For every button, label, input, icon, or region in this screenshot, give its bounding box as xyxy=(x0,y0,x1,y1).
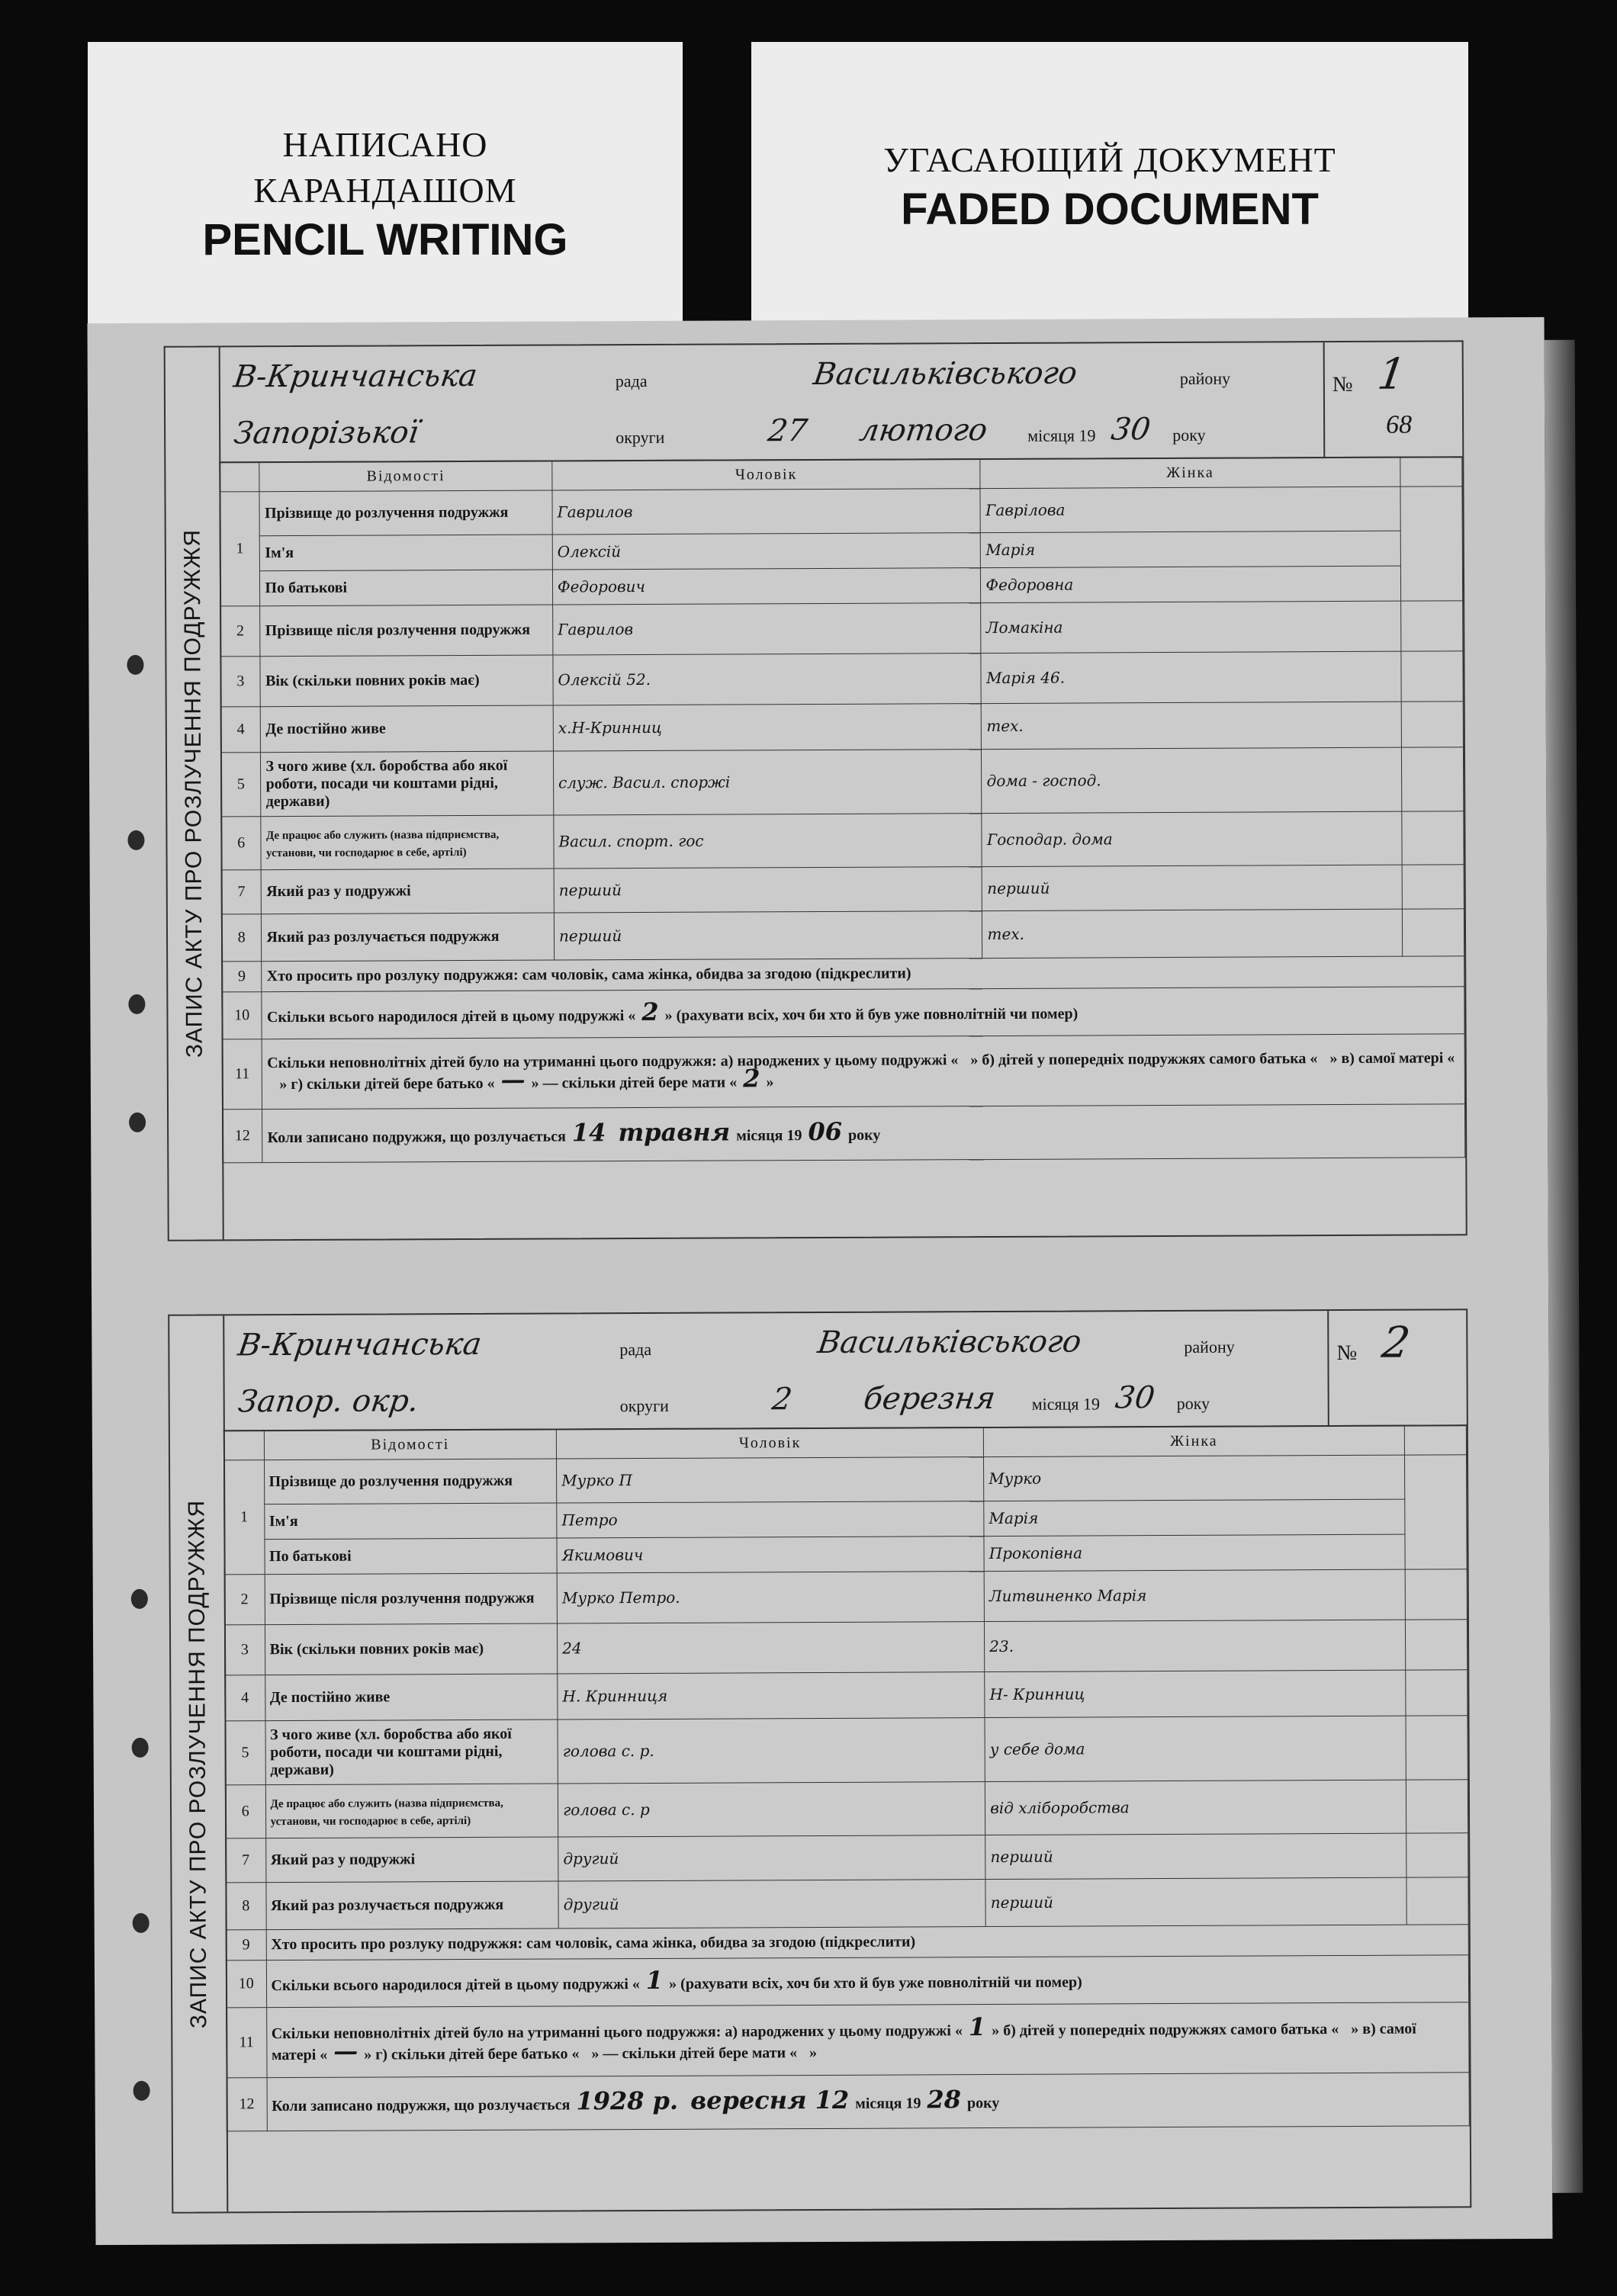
registration-label: Коли записано подружжя, що розлучається xyxy=(267,1127,566,1146)
label-en: FADED DOCUMENT xyxy=(901,185,1319,234)
husband-surname: Мурко П xyxy=(557,1457,984,1503)
wife-surname: Мурко xyxy=(984,1455,1405,1501)
divorce-record-table: Відомості Чоловік Жінка 1 Прізвище до розлучення подружжя Гаврилов Гаврілова Ім'я Олексій Марія По батькові Федорович Федоровна 2 Прізвище після розлучення подружжя Гаврилов Ломакіна 3 Вік (скільки повних років має) Олексій 52. Марія 46. 4 Де постійно живе х.Н-Кринниц тех. 5 З чого живе (хл. боробства або якої роботи, посади чи коштами рідні, держави) служ. Васил. споржі дома - господ. 6 Де працює або служить (назва підприємства, установи, чи господарює в себе, артілі) Васил. спорт. гос Господар. дома 7 Який раз у подружжі перший перший 8 Який раз розлучається подружжя перший тех. 9 Хто просить про розлуку подружжя: сам чоловік, сама жінка, обидва за згодою (підкреслити) 10 Скільки всього народилося дітей в цьому подружжі « 2 » (рахувати всіх, хоч би хто й був уже повнолітній чи помер) 11 Скільки неповнолітніх дітей було на утриманні цього подружжя: а) народжених у цьому подружжі « » б) дітей у попередніх подружжях самого батька « » в) самої матері «» г) скільки дітей бере батько « — » — скільки дітей бере мати « 2 » 12 Коли записано подружжя, що розлучається 14 травня місяця 19 06 року xyxy=(219,456,1465,1163)
col-wife-header: Жінка xyxy=(980,457,1400,488)
col-husband-header: Чоловік xyxy=(556,1427,983,1459)
husband-age: Олексій 52. xyxy=(553,653,982,705)
record-number: 2 xyxy=(1378,1318,1413,1368)
label-livelihood xyxy=(265,1720,558,1785)
row-children-total xyxy=(262,987,1464,1039)
col-husband-header: Чоловік xyxy=(552,459,981,490)
label-surname-before-text: Прізвище до розлучення подружжя xyxy=(265,503,509,522)
registration-year-label: року xyxy=(847,1126,881,1144)
registration-month-label: місяця 19 xyxy=(855,2094,921,2112)
wife-livelihood: дома - господ. xyxy=(982,747,1402,813)
husband-livelihood: служ. Васил. споржі xyxy=(553,750,982,815)
label-divorce-count-text: Який раз розлучається подружжя xyxy=(266,927,500,946)
record-number-box xyxy=(1327,1310,1467,1425)
label-age-text: Вік (скільки повних років має) xyxy=(265,671,480,690)
rada-name: В-Кринчанська xyxy=(231,358,480,395)
divorce-record-form xyxy=(168,1309,1471,2213)
label-ru: УГАСАЮЩИЙ ДОКУМЕНТ xyxy=(883,140,1336,179)
minor-children-label-a: Скільки неповнолітніх дітей було на утриманні цього подружжя: а) народжених у цьому подружжі « xyxy=(267,1052,959,1072)
label-marriage-count-text: Який раз у подружжі xyxy=(266,882,411,901)
month-label: місяця 19 xyxy=(1027,425,1096,445)
wife-marriage-count: перший xyxy=(985,1833,1406,1879)
label-age-text: Вік (скільки повних років має) xyxy=(269,1639,484,1659)
label-residence xyxy=(261,705,554,753)
husband-workplace: голова с. р xyxy=(558,1782,985,1837)
punch-hole xyxy=(128,994,145,1014)
punch-hole xyxy=(132,1738,149,1758)
registration-month: вересня 12 xyxy=(690,2085,850,2115)
wife-residence: Н- Кринниц xyxy=(985,1670,1406,1717)
punch-hole xyxy=(127,655,143,675)
husband-workplace: Васил. спорт. гос xyxy=(554,814,982,869)
record-year: 30 xyxy=(1108,412,1153,448)
form-side-title xyxy=(169,1315,228,2211)
husband-age: 24 xyxy=(558,1622,985,1674)
minor-children-label-e: » — скільки дітей бере мати « xyxy=(531,1074,738,1092)
wife-surname-after: Ломакіна xyxy=(981,601,1401,653)
row-children-total xyxy=(266,1955,1469,2008)
children-total-label: Скільки всього народилося дітей в цьому подружжі « xyxy=(266,1007,636,1026)
punch-hole xyxy=(133,1913,149,1933)
registration-day: 14 xyxy=(571,1117,606,1147)
registration-year-label: року xyxy=(966,2094,1000,2111)
form-side-title xyxy=(166,347,224,1239)
divorce-record-table: Відомості Чоловік Жінка 1 Прізвище до розлучення подружжя Мурко П Мурко Ім'я Петро Марія По батькові Якимович Прокопівна 2 Прізвище після розлучення подружжя Мурко Петро. Литвиненко Марія 3 Вік (скільки повних років має) 24 23. 4 Де постійно живе Н. Кринниця Н- Кринниц 5 З чого живе (хл. боробства або якої роботи, посади чи коштами рідні, держави) голова с. р. у себе дома 6 Де працює або служить (назва підприємства, установи, чи господарює в себе, артілі) голова с. р від хліборобства 7 Який раз у подружжі другий перший 8 Який раз розлучається подружжя другий перший 9 Хто просить про розлуку подружжя: сам чоловік, сама жінка, обидва за згодою (підкреслити) 10 Скільки всього народилося дітей в цьому подружжі « 1 » (рахувати всіх, хоч би хто й був уже повнолітній чи помер) 11 Скільки неповнолітніх дітей було на утриманні цього подружжя: а) народжених у цьому подружжі « 1 » б) дітей у попередніх подружжях самого батька « » в) самої матері « — » г) скільки дітей бере батько « » — скільки дітей бере мати « » 12 Коли записано подружжя, що розлучається 1928 р. вересня 12 місяця 19 28 року xyxy=(223,1424,1470,2131)
row-who-requests: Хто просить про розлуку подружжя: сам чоловік, сама жінка, обидва за згодою (підкреслити) xyxy=(262,956,1464,992)
husband-residence: Н. Кринниця xyxy=(558,1672,985,1720)
punch-hole xyxy=(129,1113,146,1132)
district-name: Васильківського xyxy=(811,355,1080,393)
registration-label: Коли записано подружжя, що розлучається xyxy=(272,2095,571,2115)
label-divorce-count-text: Який раз розлучається подружжя xyxy=(271,1896,504,1915)
husband-surname-after: Мурко Петро. xyxy=(557,1572,984,1623)
roku-label: року xyxy=(1176,1393,1210,1413)
minor-children-label-e: » — скільки дітей бере мати « xyxy=(591,2044,798,2062)
label-first-name xyxy=(264,1503,557,1540)
label-residence-text: Де постійно живе xyxy=(265,720,386,738)
faded-document-label xyxy=(751,42,1468,324)
label-marriage-count xyxy=(262,869,555,914)
minor-children-label-b: » б) дітей у попередніх подружжях самого батька « xyxy=(970,1050,1318,1069)
punch-hole xyxy=(127,830,144,850)
husband-marriage-count: перший xyxy=(554,867,982,913)
label-surname-after-text: Прізвище після розлучення подружжя xyxy=(265,621,531,640)
children-total: 1 xyxy=(645,1965,664,1995)
husband-surname-after: Гаврилов xyxy=(553,603,982,655)
husband-divorce-count: другий xyxy=(558,1880,985,1928)
wife-name: Марія xyxy=(984,1499,1405,1536)
label-workplace-text: Де працює або служить (назва підприємства, установи, чи господарює в себе, артілі) xyxy=(270,1797,503,1828)
label-patronymic xyxy=(260,570,553,606)
punch-hole xyxy=(131,1589,148,1609)
husband-patronymic: Федорович xyxy=(552,568,981,605)
wife-age: Марія 46. xyxy=(981,651,1401,703)
number-sign: № xyxy=(1336,1341,1358,1366)
label-residence xyxy=(265,1674,558,1721)
children-total-label-2: » (рахувати всіх, хоч би хто й був уже повнолітній чи помер) xyxy=(669,1973,1082,1993)
registration-month: травня xyxy=(618,1117,731,1147)
okruha-name: Запор. окр. xyxy=(236,1383,421,1420)
record-sub-number: 68 xyxy=(1386,410,1413,439)
minor-children-label-a: Скільки неповнолітніх дітей було на утриманні цього подружжя: а) народжених у цьому подружжі « xyxy=(271,2021,963,2042)
label-divorce-count xyxy=(262,913,555,962)
wife-name: Марія xyxy=(981,531,1400,567)
label-first-name xyxy=(260,535,553,571)
children-total-label: Скільки всього народилося дітей в цьому подружжі « xyxy=(271,1975,640,1994)
label-livelihood xyxy=(261,751,554,817)
okruha-name: Запорізької xyxy=(232,415,421,451)
children-father-takes: — xyxy=(500,1065,526,1094)
label-ru-line1: НАПИСАНО xyxy=(282,125,488,164)
row-minor-children xyxy=(262,1034,1465,1109)
wife-patronymic: Федоровна xyxy=(981,566,1400,602)
record-day: 2 xyxy=(770,1382,795,1418)
roku-label: року xyxy=(1172,425,1206,445)
punch-hole xyxy=(133,2081,150,2101)
husband-livelihood: голова с. р. xyxy=(558,1718,985,1784)
rada-label: рада xyxy=(619,1339,652,1360)
registration-month-label: місяця 19 xyxy=(736,1126,802,1144)
form-header xyxy=(223,1310,1467,1431)
number-sign: № xyxy=(1332,372,1353,397)
minor-children-mother-prev: — xyxy=(333,2036,358,2066)
wife-age: 23. xyxy=(985,1620,1406,1671)
label-surname-after-text: Прізвище після розлучення подружжя xyxy=(269,1589,535,1608)
form-side-title-text: ЗАПИС АКТУ ПРО РОЗЛУЧЕННЯ ПОДРУЖЖЯ xyxy=(184,1499,212,2028)
husband-surname: Гаврилов xyxy=(552,489,981,535)
col-info-header: Відомості xyxy=(264,1429,557,1460)
minor-children-label-c: » в) самої матері « xyxy=(271,2020,1416,2063)
label-first-name-text: Ім'я xyxy=(265,544,294,562)
label-en: PENCIL WRITING xyxy=(202,215,568,265)
husband-name: Петро xyxy=(557,1501,984,1538)
row-number: 1 xyxy=(224,1460,265,1575)
label-ru-line2: КАРАНДАШОМ xyxy=(253,171,517,210)
minor-children-label-d: » г) скільки дітей бере батько « xyxy=(364,2044,580,2063)
minor-children-this-marriage: 1 xyxy=(968,2012,986,2041)
row-who-requests: Хто просить про розлуку подружжя: сам чоловік, сама жінка, обидва за згодою (підкреслити) xyxy=(266,1925,1469,1960)
wife-workplace: від хліборобства xyxy=(985,1780,1406,1835)
wife-livelihood: у себе дома xyxy=(985,1716,1406,1781)
record-number-box xyxy=(1323,342,1463,457)
label-surname-before xyxy=(259,490,552,536)
husband-marriage-count: другий xyxy=(558,1835,985,1881)
minor-children-label-c: » в) самої матері « xyxy=(1329,1049,1455,1068)
record-day: 27 xyxy=(766,413,810,449)
label-workplace xyxy=(261,815,554,870)
husband-patronymic: Якимович xyxy=(557,1537,984,1573)
minor-children-label-d: » г) скільки дітей бере батько « xyxy=(279,1074,495,1093)
registration-day: 1928 р. xyxy=(576,2086,679,2115)
form-header xyxy=(219,342,1463,463)
record-month: лютого xyxy=(857,413,990,448)
document-sheet xyxy=(88,317,1553,2245)
record-year: 30 xyxy=(1113,1380,1157,1416)
husband-divorce-count: перший xyxy=(554,911,982,960)
wife-workplace: Господар. дома xyxy=(982,811,1402,866)
pencil-writing-label xyxy=(88,42,683,332)
minor-children-label-f: » xyxy=(809,2044,818,2061)
label-first-name-text: Ім'я xyxy=(268,1512,298,1530)
children-total-label-2: » (рахувати всіх, хоч би хто й був уже повнолітній чи помер) xyxy=(664,1005,1079,1024)
label-surname-after xyxy=(265,1573,558,1625)
wife-divorce-count: перший xyxy=(985,1877,1406,1926)
record-number: 1 xyxy=(1374,349,1409,400)
wife-patronymic: Прокопівна xyxy=(984,1534,1405,1571)
okrugy-label: округи xyxy=(616,427,665,448)
children-total: 2 xyxy=(641,997,659,1026)
label-patronymic xyxy=(264,1538,557,1575)
registration-year: 06 xyxy=(808,1116,843,1146)
label-marriage-count-text: Який раз у подружжі xyxy=(270,1851,416,1869)
minor-children-label-b: » б) дітей у попередніх подружжях самого батька « xyxy=(992,2020,1339,2039)
row-registration-date xyxy=(267,2073,1470,2131)
col-info-header: Відомості xyxy=(259,461,552,492)
wife-surname-after: Литвиненко Марія xyxy=(984,1569,1405,1621)
wife-divorce-count: тех. xyxy=(982,909,1403,958)
label-age xyxy=(265,1623,558,1675)
wife-residence: тех. xyxy=(982,702,1402,749)
label-workplace xyxy=(265,1784,558,1838)
label-residence-text: Де постійно живе xyxy=(269,1688,391,1707)
row-minor-children xyxy=(266,2002,1469,2078)
label-patronymic-text: По батькові xyxy=(269,1547,352,1565)
wife-marriage-count: перший xyxy=(982,865,1403,910)
divorce-record-form xyxy=(164,340,1468,1241)
label-livelihood-text: З чого живе (хл. боробства або якої роботи, посади чи коштами рідні, держави) xyxy=(265,756,508,811)
col-wife-header: Жінка xyxy=(983,1425,1404,1456)
rayonu-label: району xyxy=(1184,1337,1235,1357)
district-name: Васильківського xyxy=(815,1324,1084,1361)
month-label: місяця 19 xyxy=(1031,1394,1101,1414)
row-registration-date xyxy=(262,1104,1465,1163)
label-surname-before-text: Прізвище до розлучення подружжя xyxy=(268,1472,513,1491)
form-side-title-text: ЗАПИС АКТУ ПРО РОЗЛУЧЕННЯ ПОДРУЖЖЯ xyxy=(179,528,207,1058)
registration-year: 28 xyxy=(927,2084,962,2114)
label-divorce-count xyxy=(265,1881,558,1930)
label-surname-before xyxy=(264,1459,557,1504)
okrugy-label: округи xyxy=(619,1395,669,1416)
label-surname-after xyxy=(260,605,553,657)
children-mother-takes: 2 xyxy=(743,1064,760,1093)
label-patronymic-text: По батькові xyxy=(265,579,348,597)
record-month: березня xyxy=(861,1380,998,1417)
husband-name: Олексій xyxy=(552,533,981,570)
label-workplace-text: Де працює або служить (назва підприємства, установи, чи господарює в себе, артілі) xyxy=(265,828,500,859)
minor-children-label-f: » xyxy=(766,1074,774,1091)
label-age xyxy=(260,655,553,707)
row-number: 1 xyxy=(220,492,260,606)
rada-name: В-Кринчанська xyxy=(236,1326,484,1363)
husband-residence: х.Н-Кринниц xyxy=(553,704,982,751)
label-livelihood-text: З чого живе (хл. боробства або якої роботи, посади чи коштами рідні, держави) xyxy=(270,1725,512,1779)
rayonu-label: району xyxy=(1179,368,1231,388)
rada-label: рада xyxy=(615,371,648,391)
label-marriage-count xyxy=(265,1837,558,1883)
wife-surname: Гаврілова xyxy=(980,486,1400,532)
